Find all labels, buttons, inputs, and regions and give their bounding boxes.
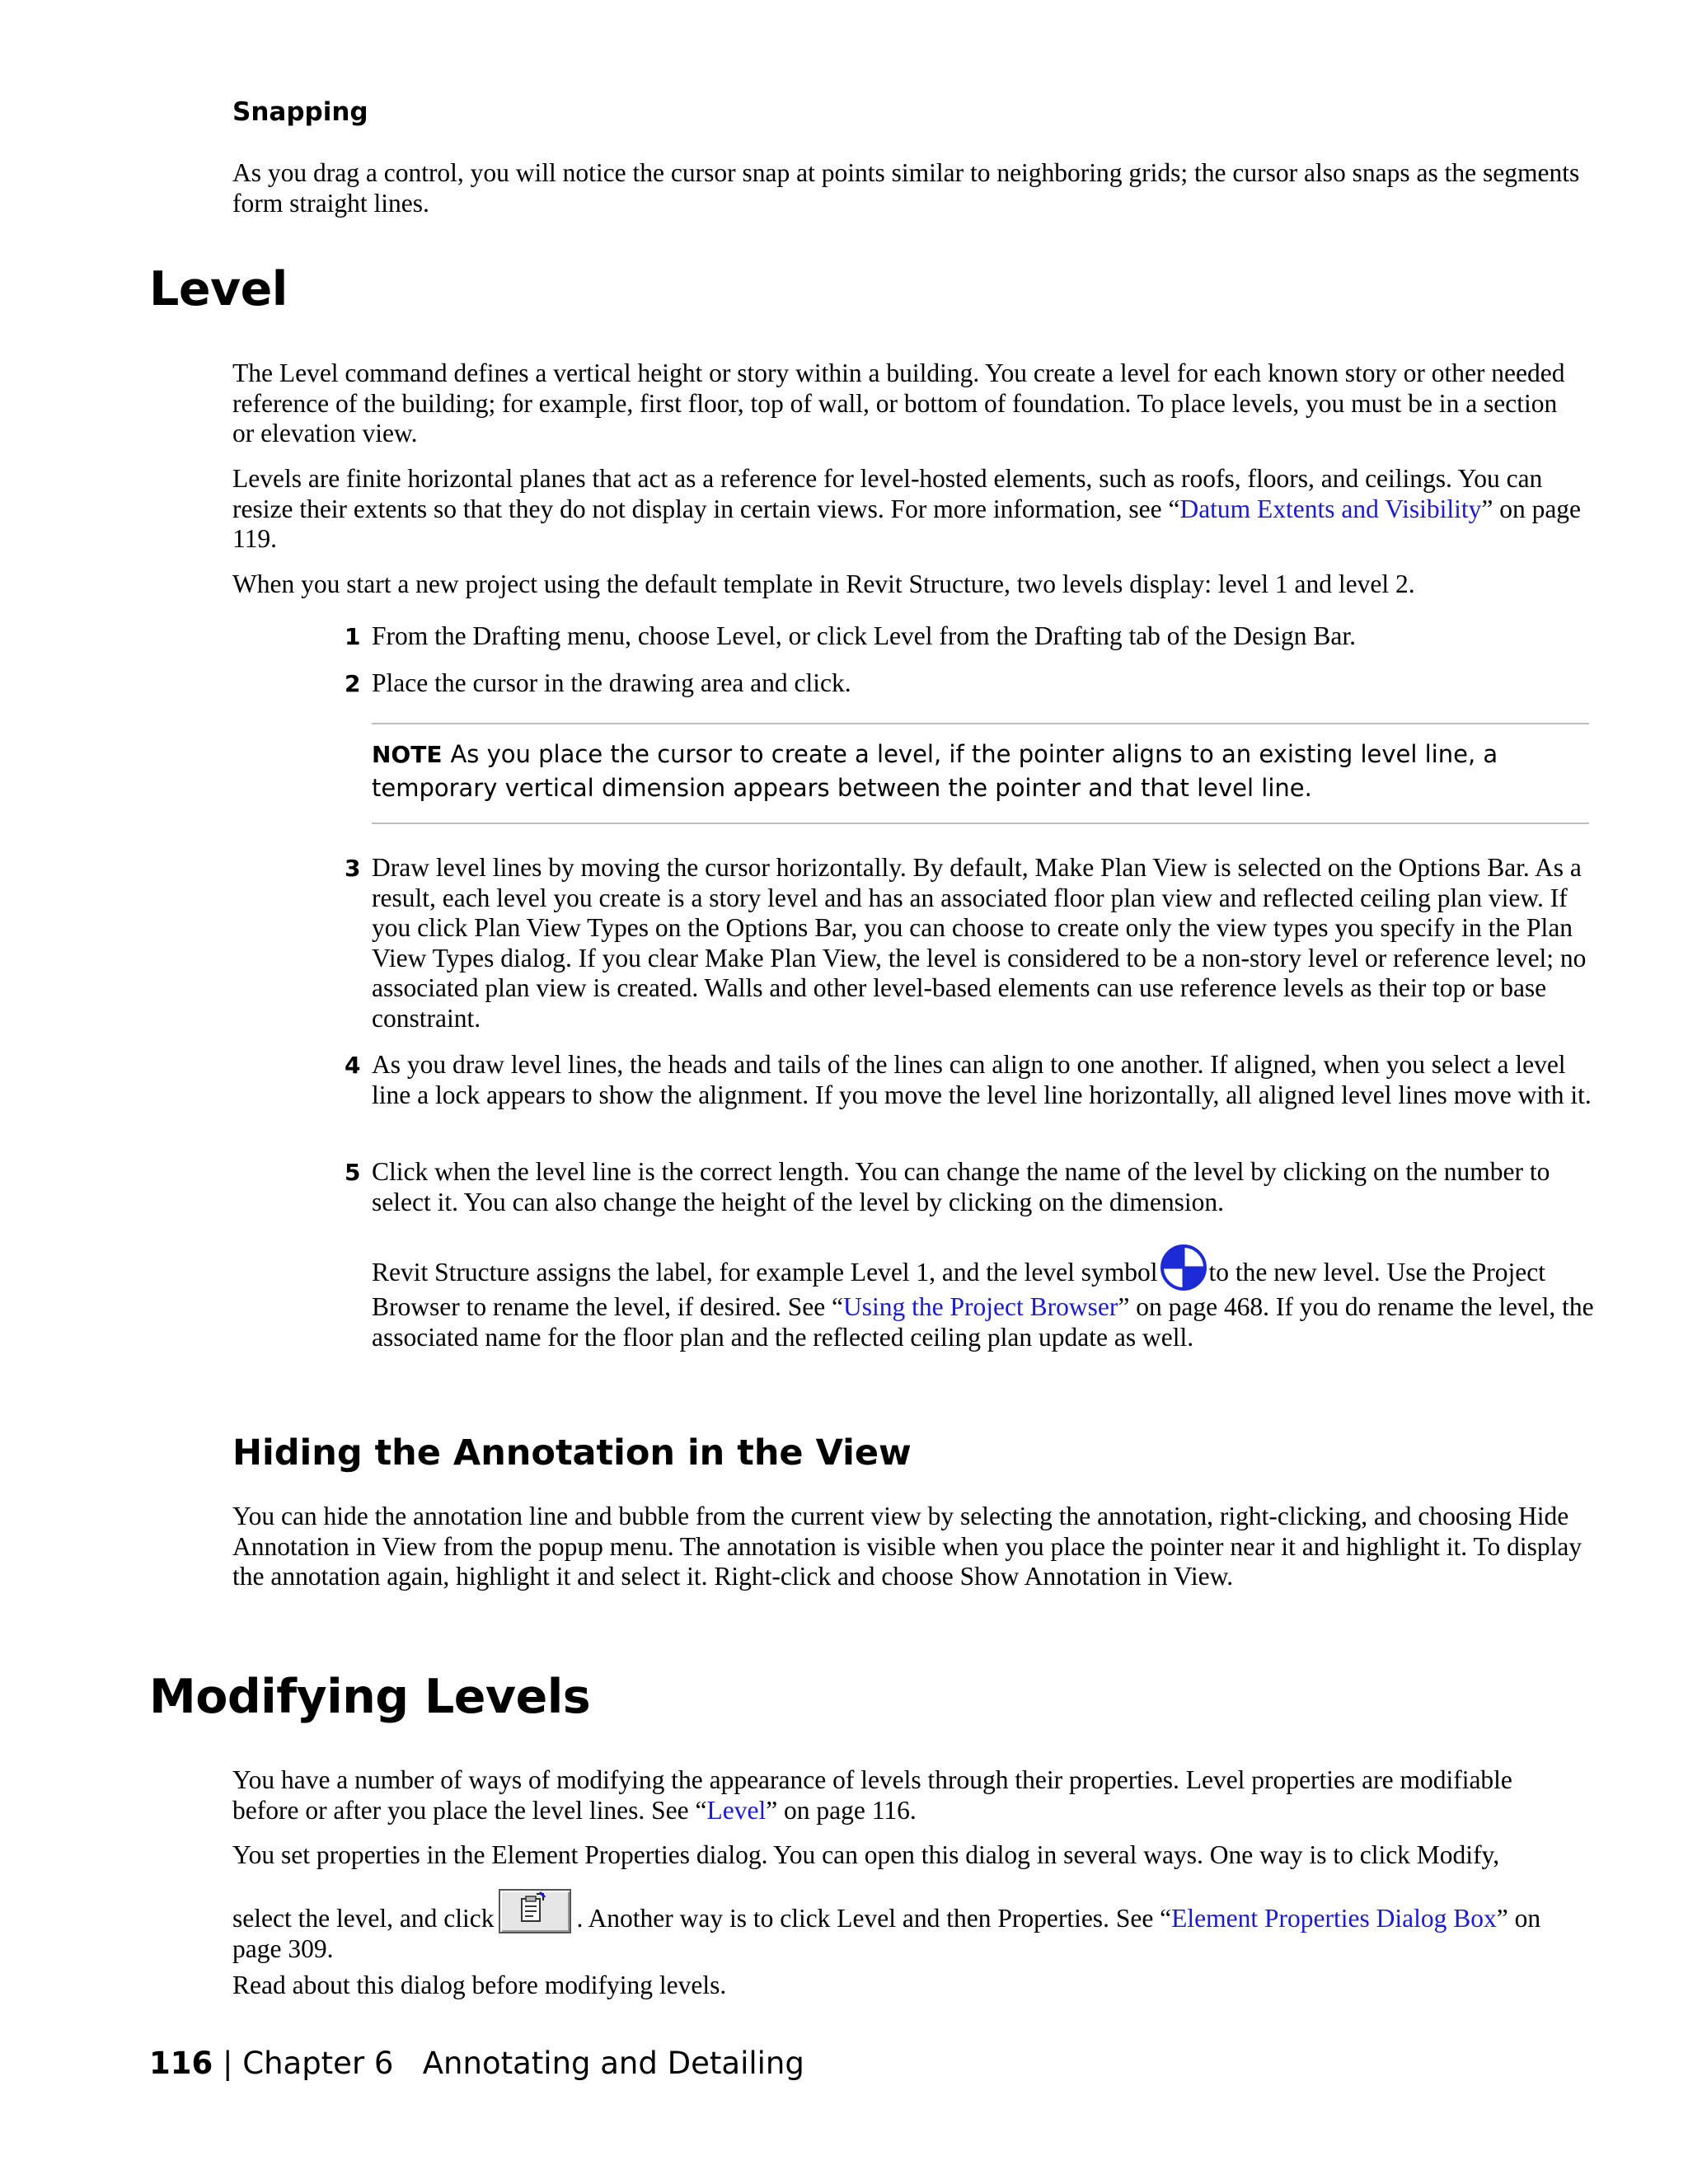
project-browser-link[interactable]: Using the Project Browser xyxy=(843,1292,1118,1321)
note-bottom-rule xyxy=(372,823,1589,824)
step-number: 1 xyxy=(345,623,361,650)
level-heading: Level xyxy=(149,262,288,316)
step-text: From the Drafting menu, choose Level, or click Level from the Drafting tab of the Design Bar. xyxy=(372,621,1357,650)
modifying-paragraph-3: Read about this dialog before modifying levels. xyxy=(232,1971,727,1999)
step-text: Draw level lines by moving the cursor horizontally. By default, Make Plan View is selected on the Options Bar. As a result, each level you create is a story level and has an associated floor plan view and reflected ceiling plan view. If you click Plan View Types on the Options Bar, you can choose to create only the view types you specify in the Plan View Types dialog. If you clear Make Plan View, the level is considered to be a non-story level or reference level; no associated plan view is created. Walls and other level-based elements can use reference levels as their top or base constraint. xyxy=(372,853,1587,1033)
step-number: 3 xyxy=(345,855,361,882)
snapping-paragraph: As you drag a control, you will notice the cursor snap at points similar to neighboring grids; the cursor also snaps as the segments form straight lines. xyxy=(232,158,1580,218)
snapping-heading: Snapping xyxy=(232,97,368,127)
step-text: Place the cursor in the drawing area and click. xyxy=(372,668,851,697)
modifying-levels-heading: Modifying Levels xyxy=(149,1670,591,1724)
step-text: As you draw level lines, the heads and tails of the lines can align to one another. If aligned, when you select a level line a lock appears to show the alignment. If you move the level line horizontally, all aligned level lines move with it. xyxy=(372,1050,1592,1109)
page-number: 116 xyxy=(149,2046,213,2081)
page-footer xyxy=(149,2046,804,2081)
note-top-rule xyxy=(372,723,1589,724)
properties-icon xyxy=(499,1889,568,1930)
level-symbol-icon xyxy=(1158,1243,1209,1292)
note-box xyxy=(372,738,1592,804)
step-number: 5 xyxy=(345,1159,361,1186)
datum-extents-link[interactable]: Datum Extents and Visibility xyxy=(1179,494,1482,523)
level-paragraph-1: The Level command defines a vertical height or story within a building. You create a level for each known story or other needed reference of the building; for example, first floor, top of wall, or bottom of foundation. To place levels, you must be in a section or elevation view. xyxy=(232,359,1565,448)
note-text: As you place the cursor to create a level, if the pointer aligns to an existing level line, a temporary vertical dimension appears between the pointer and that level line. xyxy=(372,740,1498,802)
hiding-annotation-heading: Hiding the Annotation in the View xyxy=(232,1432,912,1474)
modifying-paragraph-2-line-1: You set properties in the Element Properties dialog. You can open this dialog in several ways. One way is to click Modify, xyxy=(232,1840,1500,1869)
element-properties-dialog-link[interactable]: Element Properties Dialog Box xyxy=(1171,1904,1497,1933)
level-symbol-paragraph: Revit Structure assigns the label, for example Level 1, and the level symbol to the new level. Use the Project Browser to rename the level, if desired. See “Using the Project Browser” on page 468. If you do rename the level, the associated name for the floor plan and the reflected ceiling plan update as well. xyxy=(372,1243,1600,1352)
step-number: 4 xyxy=(345,1052,361,1079)
properties-button[interactable] xyxy=(499,1889,571,1933)
level-link[interactable]: Level xyxy=(706,1795,767,1825)
footer-separator: | xyxy=(223,2046,233,2081)
modifying-paragraph-1: You have a number of ways of modifying the appearance of levels through their properties. Level properties are modifiable before or after you place the level lines. See “Level” on page 116. xyxy=(232,1765,1512,1825)
note-label: NOTE xyxy=(372,741,443,768)
hiding-annotation-paragraph: You can hide the annotation line and bubble from the current view by selecting the annotation, right-clicking, and choosing Hide Annotation in View from the popup menu. The annotation is visible when you place the pointer near it and highlight it. To display the annotation again, highlight it and select it. Right-click and choose Show Annotation in View. xyxy=(232,1502,1582,1591)
step-text: Click when the level line is the correct length. You can change the name of the level by clicking on the number to select it. You can also change the height of the level by clicking on the dimension. xyxy=(372,1157,1550,1216)
step-number: 2 xyxy=(345,670,361,697)
modifying-paragraph-2: select the level, and click . Another way is to click Level and then Properties. See “Element Properties Dialog Box” on page 309. xyxy=(232,1889,1584,1964)
level-paragraph-3: When you start a new project using the default template in Revit Structure, two levels display: level 1 and level 2. xyxy=(232,569,1415,598)
chapter-title: Chapter 6 Annotating and Detailing xyxy=(242,2046,804,2081)
level-paragraph-2: Levels are finite horizontal planes that act as a reference for level-hosted elements, such as roofs, floors, and ceilings. You can resize their extents so that they do not display in certain views. For more information, see “Datum Extents and Visibility” on page 119. xyxy=(232,464,1582,553)
